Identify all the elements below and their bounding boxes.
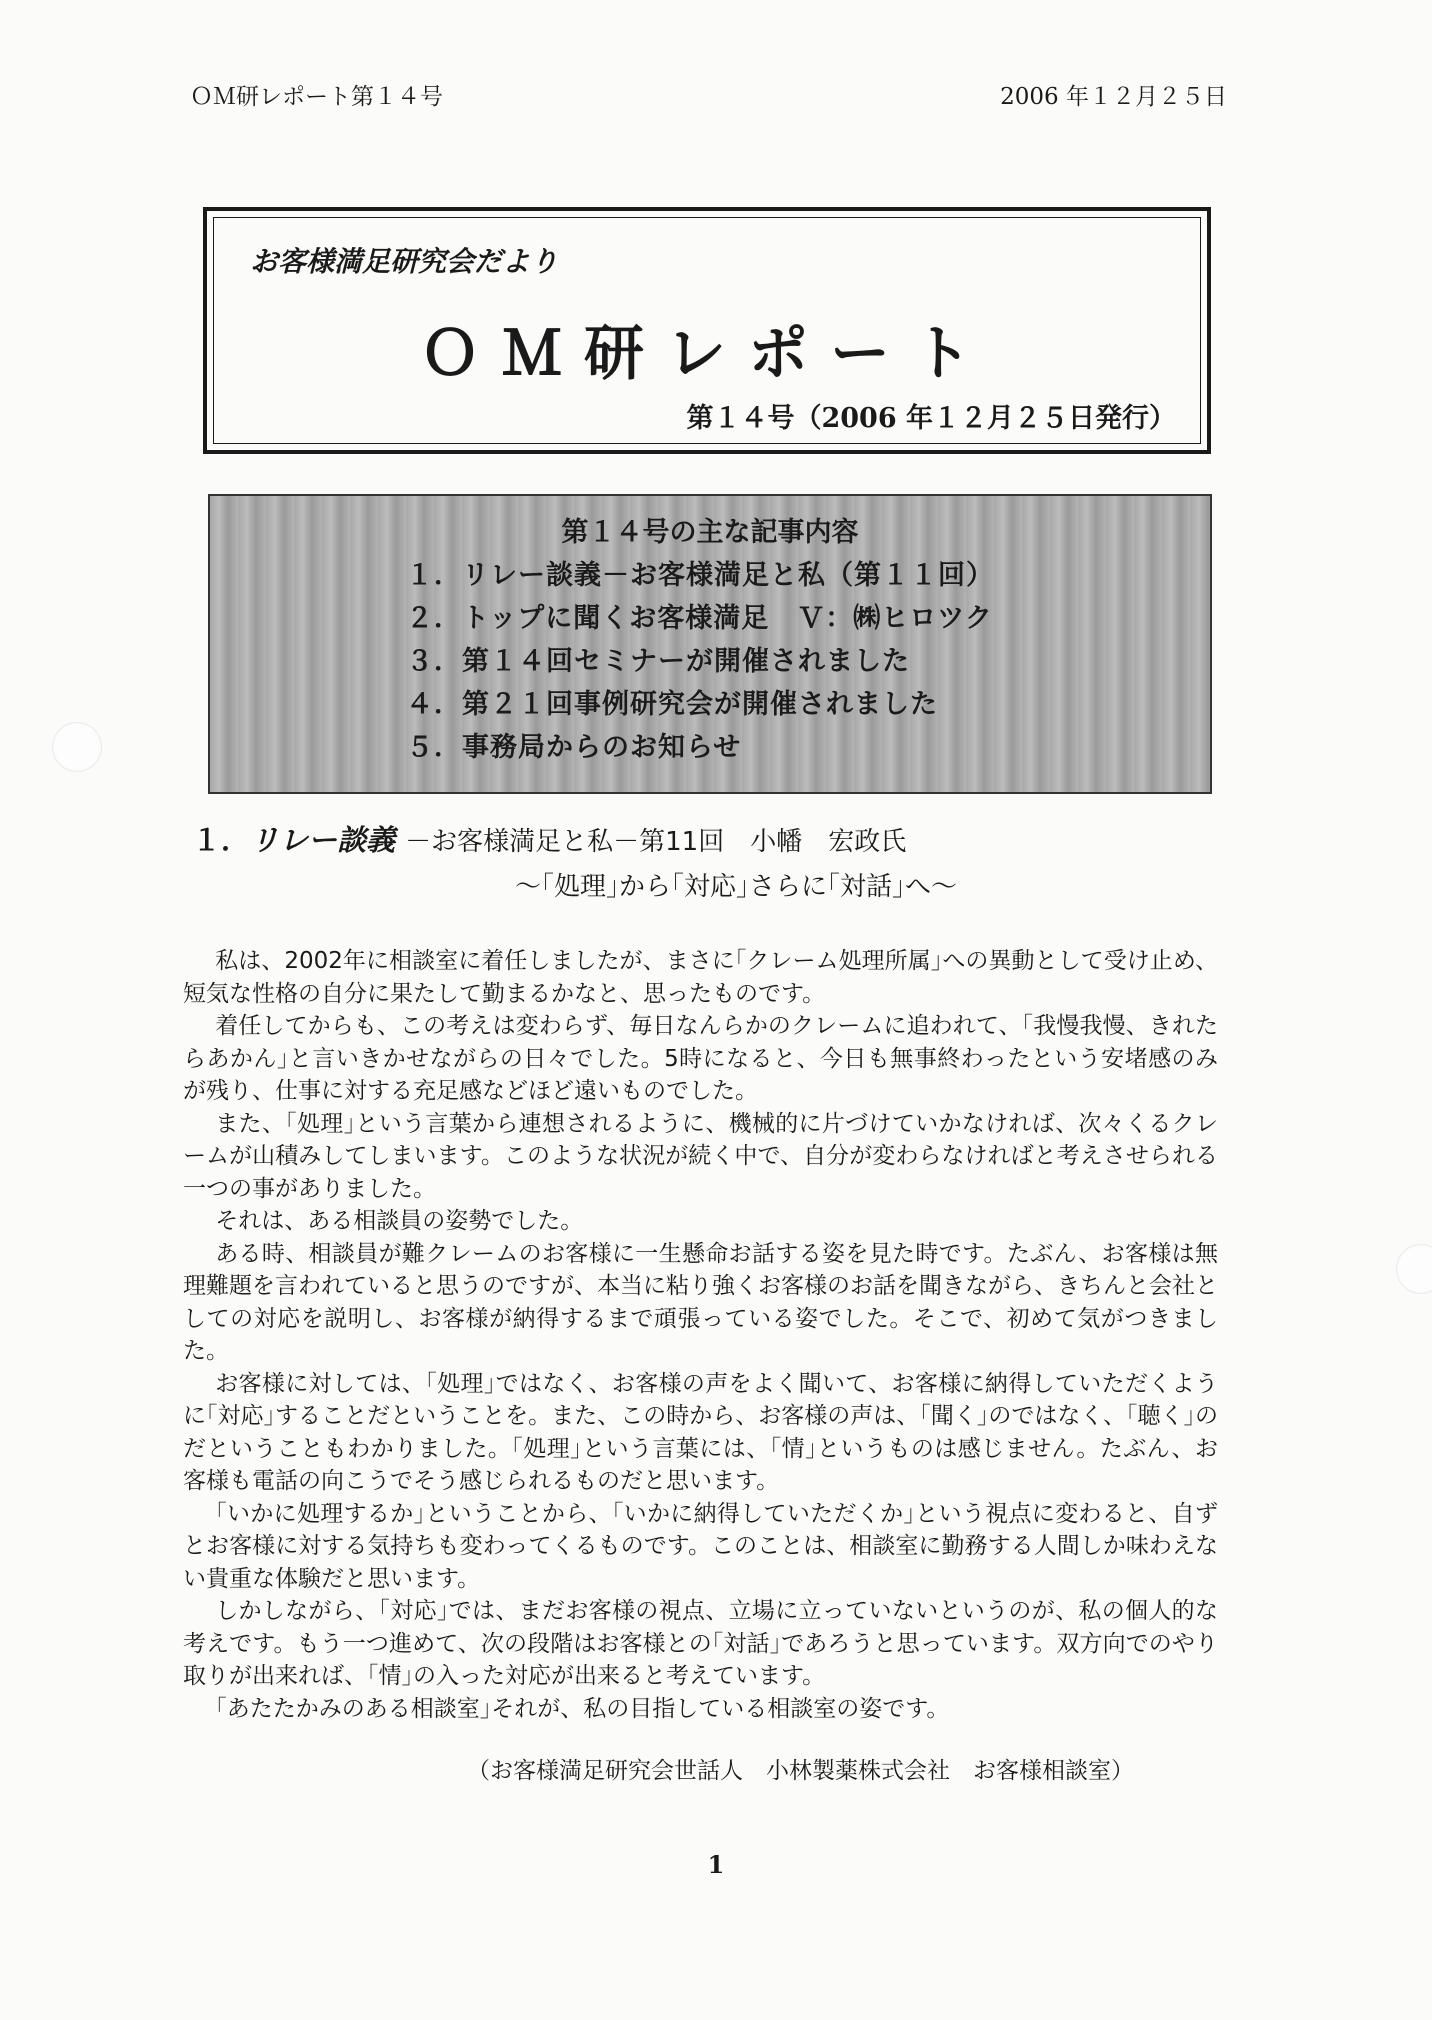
table-of-contents (208, 494, 1212, 794)
toc-item: ２．トップに聞くお客様満足 Ｖ：㈱ヒロツク (406, 603, 993, 634)
punch-hole (1396, 1244, 1432, 1294)
paragraph: ある時、相談員が難クレームのお客様に一生懸命お話する姿を見た時です。たぶん、お客様は無理難題を言われていると思うのですが、本当に粘り強くお客様のお話を聞きながら、きちんと会社としての対応を説明し、お客様が納得するまで頑張っている姿でした。そこで、初めて気がつきました。 (183, 1240, 1218, 1364)
toc-list (406, 554, 994, 769)
paragraph: 私は、2002年に相談室に着任しましたが、まさに｢クレーム処理所属｣への異動として受け止め、短気な性格の自分に果たして勤まるかなと、思ったものです。 (183, 948, 1218, 1007)
toc-item: ５．事務局からのお知らせ (406, 732, 742, 763)
page-number: 1 (707, 1850, 725, 1879)
paragraph: また、｢処理｣という言葉から連想されるように、機械的に片づけていかなければ、次々くるクレームが山積みしてしまいます。このような状況が続く中で、自分が変わらなければと考えさせられる一つの事がありました。 (183, 1110, 1218, 1202)
newsletter-subtitle: お客様満足研究会だより (250, 245, 559, 278)
issue-info: 第１４号（2006 年１２月２５日発行） (686, 403, 1176, 434)
paragraph: しかしながら、｢対応｣では、まだお客様の視点、立場に立っていないというのが、私の個人的な考えです。もう一つ進めて、次の段階はお客様との｢対話｣であろうと思っています。双方向でのやり取りが出来れば、｢情｣の入った対応が出来ると考えています。 (183, 1598, 1219, 1689)
title-box-inner (213, 217, 1201, 444)
toc-title: 第１４号の主な記事内容 (561, 517, 859, 548)
toc-item: １．リレー談義－お客様満足と私（第１１回） (406, 560, 994, 591)
punch-hole (52, 722, 102, 772)
toc-item: ４．第２１回事例研究会が開催されました (406, 689, 938, 720)
section-heading (192, 818, 906, 859)
signature: （お客様満足研究会世話人 小林製薬株式会社 お客様相談室） (467, 1758, 1134, 1784)
paragraph: 着任してからも、この考えは変わらず、毎日なんらかのクレームに追われて、｢我慢我慢、きれたらあかん｣と言いきかせながらの日々でした。5時になると、今日も無事終わったという安堵感のみが残り、仕事に対する充足感などほど遠いものでした。 (183, 1013, 1218, 1104)
section-heading-lead: リレー談義 (250, 823, 396, 857)
paragraph: ｢あたたかみのある相談室｣それが、私の目指している相談室の姿です。 (215, 1695, 950, 1722)
newsletter-title: ＯＭ研レポート (420, 319, 994, 389)
paragraph: ｢いかに処理するか｣ということから、｢いかに納得していただくか｣という視点に変わると、自ずとお客様に対する気持ちも変わってくるものです。このことは、相談室に勤務する人間しか味わえない貴重な体験だと思います。 (183, 1500, 1218, 1592)
paragraph: それは、ある相談員の姿勢でした。 (215, 1208, 584, 1234)
title-box (203, 207, 1211, 454)
header-date: 2006 年１２月２５日 (1000, 84, 1227, 110)
section-heading-rest: －お客様満足と私－第11回 小幡 宏政氏 (405, 827, 907, 857)
toc-item: ３．第１４回セミナーが開催されました (406, 646, 910, 677)
header-left: ＯＭ研レポート第１４号 (190, 84, 443, 110)
section-subtitle: ～｢処理｣から｢対応｣さらに｢対話｣へ～ (514, 872, 957, 902)
section-number: １． (192, 823, 251, 857)
article-body (183, 945, 1218, 1725)
paragraph: お客様に対しては、｢処理｣ではなく、お客様の声をよく聞いて、お客様に納得していただくように｢対応｣することだということを。また、この時から、お客様の声は、｢聞く｣のではなく、｢聴く｣のだということもわかりました。｢処理｣という言葉には、｢情｣というものは感じません。たぶん、お客様も電話の向こうでそう感じられるものだと思います。 (183, 1370, 1218, 1494)
